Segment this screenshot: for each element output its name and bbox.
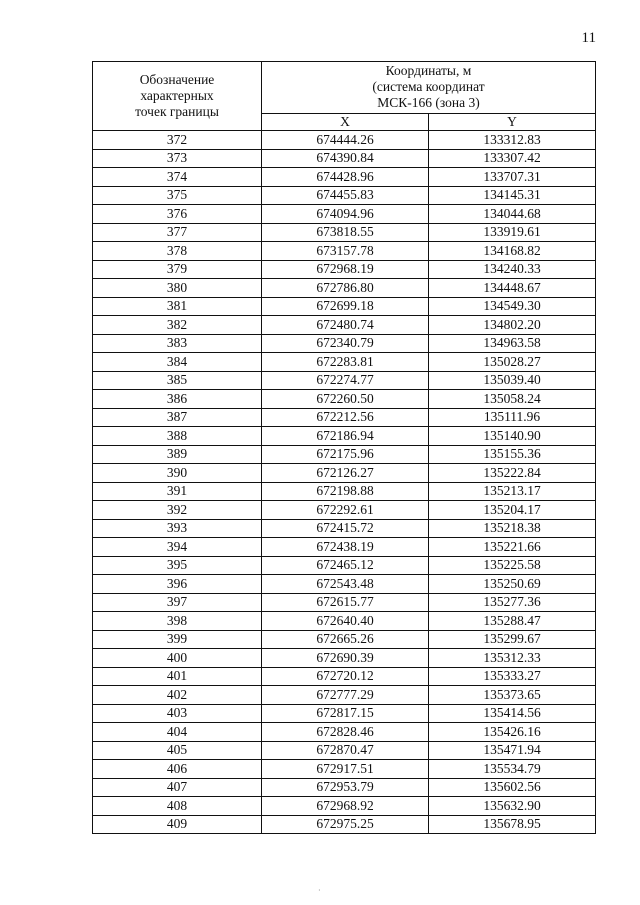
x-coordinate-cell: 672690.39	[262, 649, 429, 668]
point-number-cell: 403	[93, 704, 262, 723]
point-number-cell: 405	[93, 741, 262, 760]
y-coordinate-cell: 135204.17	[429, 501, 596, 520]
point-number-cell: 372	[93, 131, 262, 150]
point-number-cell: 381	[93, 297, 262, 316]
table-row	[93, 519, 596, 538]
y-coordinate-cell: 135333.27	[429, 667, 596, 686]
y-coordinate-cell: 134963.58	[429, 334, 596, 353]
table-row	[93, 778, 596, 797]
table-row	[93, 760, 596, 779]
header-coords-line: МСК-166 (зона 3)	[377, 95, 480, 111]
table-row	[93, 723, 596, 742]
x-coordinate-cell: 672777.29	[262, 686, 429, 705]
x-coordinate-cell: 672699.18	[262, 297, 429, 316]
table-row	[93, 353, 596, 372]
point-number-cell: 386	[93, 390, 262, 409]
y-coordinate-cell: 133307.42	[429, 149, 596, 168]
y-coordinate-cell: 134145.31	[429, 186, 596, 205]
x-coordinate-cell: 672640.40	[262, 612, 429, 631]
header-coordinates	[262, 62, 596, 114]
x-coordinate-cell: 672817.15	[262, 704, 429, 723]
x-coordinate-cell: 674428.96	[262, 168, 429, 187]
header-y: Y	[429, 113, 596, 130]
x-coordinate-cell: 674390.84	[262, 149, 429, 168]
table-row	[93, 260, 596, 279]
table-row	[93, 575, 596, 594]
table-row	[93, 630, 596, 649]
x-coordinate-cell: 672828.46	[262, 723, 429, 742]
y-coordinate-cell: 135426.16	[429, 723, 596, 742]
point-number-cell: 392	[93, 501, 262, 520]
x-coordinate-cell: 672543.48	[262, 575, 429, 594]
header-point-line: точек границы	[135, 104, 219, 119]
y-coordinate-cell: 135155.36	[429, 445, 596, 464]
point-number-cell: 387	[93, 408, 262, 427]
point-number-cell: 380	[93, 279, 262, 298]
y-coordinate-cell: 135534.79	[429, 760, 596, 779]
y-coordinate-cell: 135288.47	[429, 612, 596, 631]
table-row	[93, 223, 596, 242]
x-coordinate-cell: 672126.27	[262, 464, 429, 483]
header-coords-line: Координаты, м	[385, 63, 472, 79]
table-row	[93, 741, 596, 760]
y-coordinate-cell: 135414.56	[429, 704, 596, 723]
x-coordinate-cell: 672415.72	[262, 519, 429, 538]
bottom-mark: ·	[318, 886, 321, 895]
point-number-cell: 409	[93, 815, 262, 834]
x-coordinate-cell: 672968.19	[262, 260, 429, 279]
y-coordinate-cell: 135111.96	[429, 408, 596, 427]
y-coordinate-cell: 134802.20	[429, 316, 596, 335]
table-row	[93, 667, 596, 686]
table-row	[93, 593, 596, 612]
table-row	[93, 482, 596, 501]
header-x: X	[262, 113, 429, 130]
table-header-row	[93, 62, 596, 114]
table-row	[93, 538, 596, 557]
y-coordinate-cell: 135277.36	[429, 593, 596, 612]
y-coordinate-cell: 135250.69	[429, 575, 596, 594]
y-coordinate-cell: 135602.56	[429, 778, 596, 797]
table-row	[93, 797, 596, 816]
y-coordinate-cell: 133919.61	[429, 223, 596, 242]
x-coordinate-cell: 672283.81	[262, 353, 429, 372]
x-coordinate-cell: 672274.77	[262, 371, 429, 390]
table-row	[93, 371, 596, 390]
table-row	[93, 205, 596, 224]
y-coordinate-cell: 135028.27	[429, 353, 596, 372]
table-row	[93, 704, 596, 723]
y-coordinate-cell: 134168.82	[429, 242, 596, 261]
y-coordinate-cell: 133707.31	[429, 168, 596, 187]
point-number-cell: 375	[93, 186, 262, 205]
point-number-cell: 376	[93, 205, 262, 224]
y-coordinate-cell: 135373.65	[429, 686, 596, 705]
point-number-cell: 396	[93, 575, 262, 594]
point-number-cell: 402	[93, 686, 262, 705]
point-number-cell: 389	[93, 445, 262, 464]
y-coordinate-cell: 135140.90	[429, 427, 596, 446]
x-coordinate-cell: 672968.92	[262, 797, 429, 816]
point-number-cell: 400	[93, 649, 262, 668]
x-coordinate-cell: 672720.12	[262, 667, 429, 686]
y-coordinate-cell: 135299.67	[429, 630, 596, 649]
point-number-cell: 401	[93, 667, 262, 686]
point-number-cell: 385	[93, 371, 262, 390]
x-coordinate-cell: 674455.83	[262, 186, 429, 205]
x-coordinate-cell: 672438.19	[262, 538, 429, 557]
point-number-cell: 393	[93, 519, 262, 538]
point-number-cell: 404	[93, 723, 262, 742]
coordinates-table	[92, 61, 596, 834]
y-coordinate-cell: 133312.83	[429, 131, 596, 150]
header-point-line: характерных	[140, 88, 214, 103]
y-coordinate-cell: 135221.66	[429, 538, 596, 557]
header-coords-line: (система координат	[372, 79, 485, 95]
table-row	[93, 242, 596, 261]
x-coordinate-cell: 672786.80	[262, 279, 429, 298]
y-coordinate-cell: 135632.90	[429, 797, 596, 816]
point-number-cell: 384	[93, 353, 262, 372]
point-number-cell: 390	[93, 464, 262, 483]
y-coordinate-cell: 135225.58	[429, 556, 596, 575]
point-number-cell: 408	[93, 797, 262, 816]
y-coordinate-cell: 135312.33	[429, 649, 596, 668]
table-row	[93, 649, 596, 668]
x-coordinate-cell: 672975.25	[262, 815, 429, 834]
table-row	[93, 186, 596, 205]
x-coordinate-cell: 672292.61	[262, 501, 429, 520]
x-coordinate-cell: 672465.12	[262, 556, 429, 575]
y-coordinate-cell: 134448.67	[429, 279, 596, 298]
x-coordinate-cell: 672198.88	[262, 482, 429, 501]
table-row	[93, 297, 596, 316]
table-row	[93, 686, 596, 705]
y-coordinate-cell: 134240.33	[429, 260, 596, 279]
table-row	[93, 815, 596, 834]
x-coordinate-cell: 672615.77	[262, 593, 429, 612]
point-number-cell: 373	[93, 149, 262, 168]
point-number-cell: 383	[93, 334, 262, 353]
point-number-cell: 398	[93, 612, 262, 631]
table-row	[93, 168, 596, 187]
table-row	[93, 501, 596, 520]
point-number-cell: 379	[93, 260, 262, 279]
table-row	[93, 149, 596, 168]
y-coordinate-cell: 134549.30	[429, 297, 596, 316]
page-number: 11	[581, 30, 596, 46]
y-coordinate-cell: 135471.94	[429, 741, 596, 760]
x-coordinate-cell: 672953.79	[262, 778, 429, 797]
point-number-cell: 399	[93, 630, 262, 649]
point-number-cell: 406	[93, 760, 262, 779]
table-row	[93, 279, 596, 298]
table-row	[93, 131, 596, 150]
table-body	[93, 131, 596, 834]
table-row	[93, 408, 596, 427]
table-row	[93, 427, 596, 446]
point-number-cell: 377	[93, 223, 262, 242]
point-number-cell: 395	[93, 556, 262, 575]
x-coordinate-cell: 672870.47	[262, 741, 429, 760]
table-row	[93, 464, 596, 483]
point-number-cell: 391	[93, 482, 262, 501]
table-row	[93, 390, 596, 409]
point-number-cell: 382	[93, 316, 262, 335]
x-coordinate-cell: 672260.50	[262, 390, 429, 409]
table-row	[93, 334, 596, 353]
point-number-cell: 388	[93, 427, 262, 446]
header-point-line: Обозначение	[139, 72, 215, 87]
point-number-cell: 394	[93, 538, 262, 557]
y-coordinate-cell: 134044.68	[429, 205, 596, 224]
y-coordinate-cell: 135213.17	[429, 482, 596, 501]
x-coordinate-cell: 672212.56	[262, 408, 429, 427]
table-row	[93, 316, 596, 335]
x-coordinate-cell: 672186.94	[262, 427, 429, 446]
point-number-cell: 397	[93, 593, 262, 612]
x-coordinate-cell: 672917.51	[262, 760, 429, 779]
y-coordinate-cell: 135678.95	[429, 815, 596, 834]
x-coordinate-cell: 674094.96	[262, 205, 429, 224]
table-row	[93, 556, 596, 575]
header-point-designation	[93, 62, 262, 131]
x-coordinate-cell: 672665.26	[262, 630, 429, 649]
y-coordinate-cell: 135039.40	[429, 371, 596, 390]
x-coordinate-cell: 673818.55	[262, 223, 429, 242]
table-row	[93, 612, 596, 631]
point-number-cell: 374	[93, 168, 262, 187]
y-coordinate-cell: 135058.24	[429, 390, 596, 409]
x-coordinate-cell: 672480.74	[262, 316, 429, 335]
x-coordinate-cell: 673157.78	[262, 242, 429, 261]
y-coordinate-cell: 135218.38	[429, 519, 596, 538]
point-number-cell: 407	[93, 778, 262, 797]
x-coordinate-cell: 672175.96	[262, 445, 429, 464]
point-number-cell: 378	[93, 242, 262, 261]
table-row	[93, 445, 596, 464]
x-coordinate-cell: 674444.26	[262, 131, 429, 150]
y-coordinate-cell: 135222.84	[429, 464, 596, 483]
x-coordinate-cell: 672340.79	[262, 334, 429, 353]
